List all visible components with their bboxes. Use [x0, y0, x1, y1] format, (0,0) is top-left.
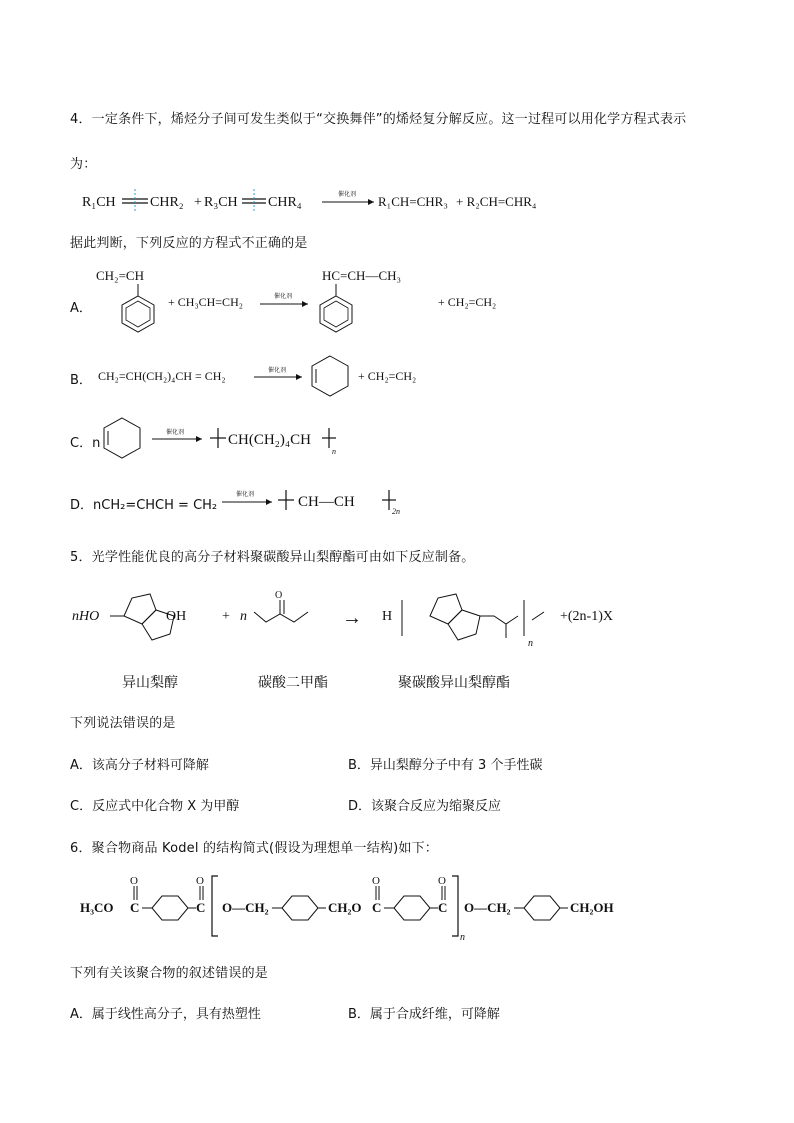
q6-och2-tail: O—CH₂: [464, 900, 511, 915]
q6-option-a: A．属于线性高分子，具有热塑性: [70, 1007, 261, 1022]
d-subscript: 2n: [392, 507, 400, 516]
q6-ch2oh: CH₂OH: [570, 900, 614, 915]
q6-h3co: H₃CO: [80, 900, 114, 915]
q5-name-isosorbide: 异山梨醇: [122, 675, 178, 691]
q5-arrow: →: [342, 607, 362, 629]
a-vinyl: CH₂=CH: [96, 268, 144, 283]
a-catalyst: 催化剂: [274, 293, 293, 300]
q5-option-a: A．该高分子材料可降解: [70, 758, 209, 773]
q6-och2: O—CH₂: [222, 900, 269, 915]
q6-stem: 6．聚合物商品 Kodel 的结构简式(假设为理想单一结构)如下：: [70, 841, 438, 856]
eq-plus: +: [194, 195, 202, 210]
q5-name-polymer: 聚碳酸异山梨醇酯: [398, 675, 510, 691]
q4-option-d-label: D．nCH₂=CHCH = CH₂: [70, 498, 218, 513]
q6-ch2o: CH₂O: [328, 900, 362, 915]
q5-name-dmc: 碳酸二甲酯: [258, 675, 328, 691]
q5-carbonyl-o: O: [275, 590, 283, 601]
q6-subscript: n: [460, 932, 465, 943]
q4-option-c-label: C．n: [70, 436, 101, 451]
q5-byproduct: +(2n-1)X: [560, 609, 613, 624]
q6-kodel-structure: [78, 870, 648, 942]
eq-r3b: CHR₄: [268, 195, 302, 210]
q4-option-c-equation: [102, 414, 362, 464]
q5-oh: OH: [166, 609, 187, 624]
c-subscript: n: [332, 447, 336, 456]
q4-option-a-equation: [90, 262, 530, 342]
q6-o3: O: [372, 875, 380, 887]
c-product: CH(CH₂)₄CH: [228, 432, 311, 448]
q5-n: n: [240, 609, 247, 624]
q5-option-d: D．该聚合反应为缩聚反应: [348, 799, 502, 814]
q4-option-d-equation: [220, 484, 420, 520]
q6-o4: O: [438, 875, 446, 887]
q4-prompt: 据此判断，下列反应的方程式不正确的是: [70, 236, 308, 251]
q6-prompt: 下列有关该聚合物的叙述错误的是: [70, 966, 269, 981]
eq-r3: R₃CH: [204, 195, 238, 210]
a-product: HC=CH—CH₃: [322, 268, 402, 283]
b-catalyst: 催化剂: [268, 367, 287, 374]
q4-stem-line1: 4．一定条件下，烯烃分子间可发生类似于“交换舞伴”的烯烃复分解反应。这一过程可以用化学方程式表示: [70, 112, 687, 127]
eq-prod1: R₁CH=CHR₃: [378, 194, 448, 209]
q5-option-c: C．反应式中化合物 X 为甲醇: [70, 799, 240, 814]
q5-stem: 5．光学性能优良的高分子材料聚碳酸异山梨醇酯可由如下反应制备。: [70, 550, 475, 565]
q5-plus: +: [222, 609, 230, 624]
a-byproduct: + CH₂=CH₂: [438, 295, 497, 309]
q6-o1: O: [130, 875, 138, 887]
q5-prompt: 下列说法错误的是: [70, 716, 176, 731]
d-catalyst: 催化剂: [236, 491, 255, 498]
c-catalyst: 催化剂: [166, 429, 185, 436]
d-product: CH—CH: [298, 494, 355, 510]
q4-general-equation: [70, 186, 590, 216]
q6-c3: C: [372, 900, 382, 915]
q4-option-a-label: A．: [70, 301, 92, 316]
q6-c4: C: [438, 900, 448, 915]
q6-option-b: B．属于合成纤维，可降解: [348, 1007, 500, 1022]
b-byproduct: + CH₂=CH₂: [358, 369, 417, 383]
q4-stem-line2: 为：: [70, 157, 97, 172]
q4-option-b-equation: [94, 352, 454, 402]
q4-option-b-label: B．: [70, 373, 92, 388]
q5-option-b: B．异山梨醇分子中有 3 个手性碳: [348, 758, 543, 773]
q5-subscript: n: [528, 638, 533, 649]
q6-c1: C: [130, 900, 140, 915]
q5-equation: [70, 580, 670, 660]
q5-h: H: [382, 609, 393, 624]
b-reactant: CH₂=CH(CH₂)₄CH = CH₂: [98, 369, 226, 383]
q5-nho: nHO: [72, 609, 100, 624]
q6-c2: C: [196, 900, 206, 915]
a-reagent: + CH₃CH=CH₂: [168, 295, 243, 309]
eq-prod2: + R₂CH=CHR₄: [456, 194, 537, 209]
q6-o2: O: [196, 875, 204, 887]
eq-r1: R₁CH: [82, 195, 116, 210]
eq-r1b: CHR₂: [150, 195, 184, 210]
eq-catalyst: 催化剂: [338, 191, 357, 198]
